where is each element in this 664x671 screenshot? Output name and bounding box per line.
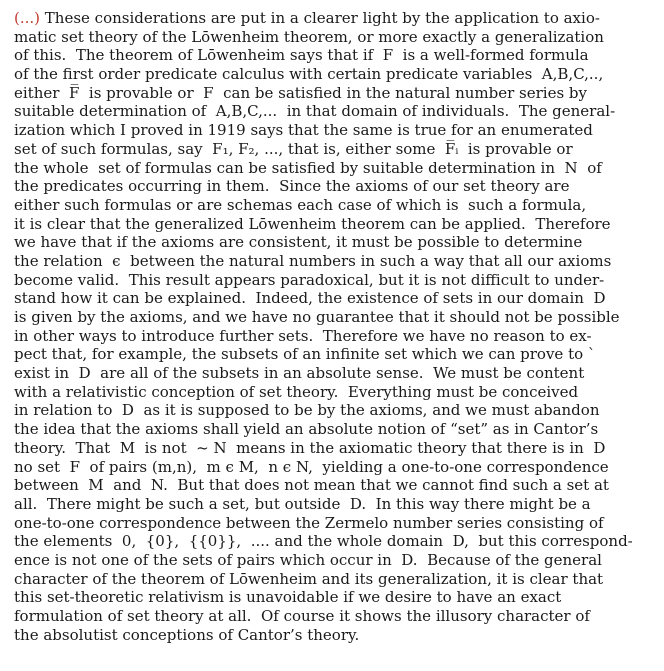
text-line: exist in D are all of the subsets in an absolute sense. We must be content bbox=[14, 364, 585, 383]
text-line: stand how it can be explained. Indeed, the existence of sets in our domain D bbox=[14, 289, 606, 308]
text-line: the relation ϵ between the natural numbers in such a way that all our axioms bbox=[14, 251, 612, 270]
text-line: it is clear that the generalized Lōwenheim theorem can be applied. Therefore bbox=[14, 214, 611, 233]
text-line: ence is not one of the sets of pairs which occur in D. Because of the general bbox=[14, 550, 602, 569]
text-line: all. There might be such a set, but outside D. In this way there might be a bbox=[14, 494, 591, 513]
text-line: the idea that the axioms shall yield an absolute notion of “set” as in Cantor’s bbox=[14, 420, 599, 439]
text-line: become valid. This result appears paradoxical, but it is not difficult to under- bbox=[14, 270, 605, 289]
text-line: the absolutist conceptions of Cantor’s theory. bbox=[14, 625, 360, 644]
text-line: this set-theoretic relativism is unavoidable if we desire to have an exact bbox=[14, 588, 562, 607]
text-line: suitable determination of A,B,C,... in that domain of individuals. The general- bbox=[14, 102, 616, 121]
text-line: set of such formulas, say F₁, F₂, ..., that is, either some F̅ᵢ is provable or bbox=[14, 139, 573, 158]
text-line: in relation to D as it is supposed to be by the axioms, and we must abandon bbox=[14, 401, 600, 420]
text-line: is given by the axioms, and we have no guarantee that it should not be possible bbox=[14, 308, 620, 326]
text-line: with a relativistic conception of set theory. Everything must be conceived bbox=[14, 382, 579, 401]
text-line: the whole set of formulas can be satisfied by suitable determination in N of bbox=[14, 158, 602, 177]
text-line: no set F of pairs (m,n), m ϵ M, n ϵ N, yielding a one-to-one correspondence bbox=[14, 457, 609, 476]
text-line: of the first order predicate calculus with certain predicate variables A,B,C,.., bbox=[14, 65, 604, 84]
text-line: character of the theorem of Lōwenheim and its generalization, it is clear that bbox=[14, 569, 604, 588]
text-line: the predicates occurring in them. Since the axioms of our set theory are bbox=[14, 177, 570, 196]
text-line: the elements 0, {0}, {{0}}, .... and the whole domain D, but this correspond- bbox=[14, 532, 633, 551]
omission-marker: (...) bbox=[14, 9, 41, 27]
text-line: either such formulas or are schemas each case of which is such a formula, bbox=[14, 195, 587, 214]
text-line bbox=[14, 9, 654, 28]
text-line: we have that if the axioms are consistent, it must be possible to determine bbox=[14, 233, 583, 252]
text-line: ization which I proved in 1919 says that the same is true for an enumerated bbox=[14, 121, 593, 140]
text-line: between M and N. But that does not mean that we cannot find such a set at bbox=[14, 476, 609, 495]
text-line: in other ways to introduce further sets. Therefore we have no reason to ex- bbox=[14, 326, 592, 345]
text-line: one-to-one correspondence between the Zermelo number series consisting of bbox=[14, 513, 604, 532]
text-line: theory. That M is not ~ N means in the axiomatic theory that there is in D bbox=[14, 438, 606, 457]
text-line: either F̅ is provable or F can be satisfied in the natural number series by bbox=[14, 83, 587, 102]
text-line: matic set theory of the Lōwenheim theorem, or more exactly a generalization bbox=[14, 27, 604, 46]
text-line-content: These considerations are put in a clearer light by the application to axio- bbox=[40, 9, 600, 27]
text-line: of this. The theorem of Lōwenheim says that if F is a well-formed formula bbox=[14, 46, 589, 65]
text-line: formulation of set theory at all. Of course it shows the illusory character of bbox=[14, 607, 590, 625]
document-page bbox=[14, 9, 654, 644]
text-line: pect that, for example, the subsets of an infinite set which we can prove to ` bbox=[14, 345, 596, 364]
